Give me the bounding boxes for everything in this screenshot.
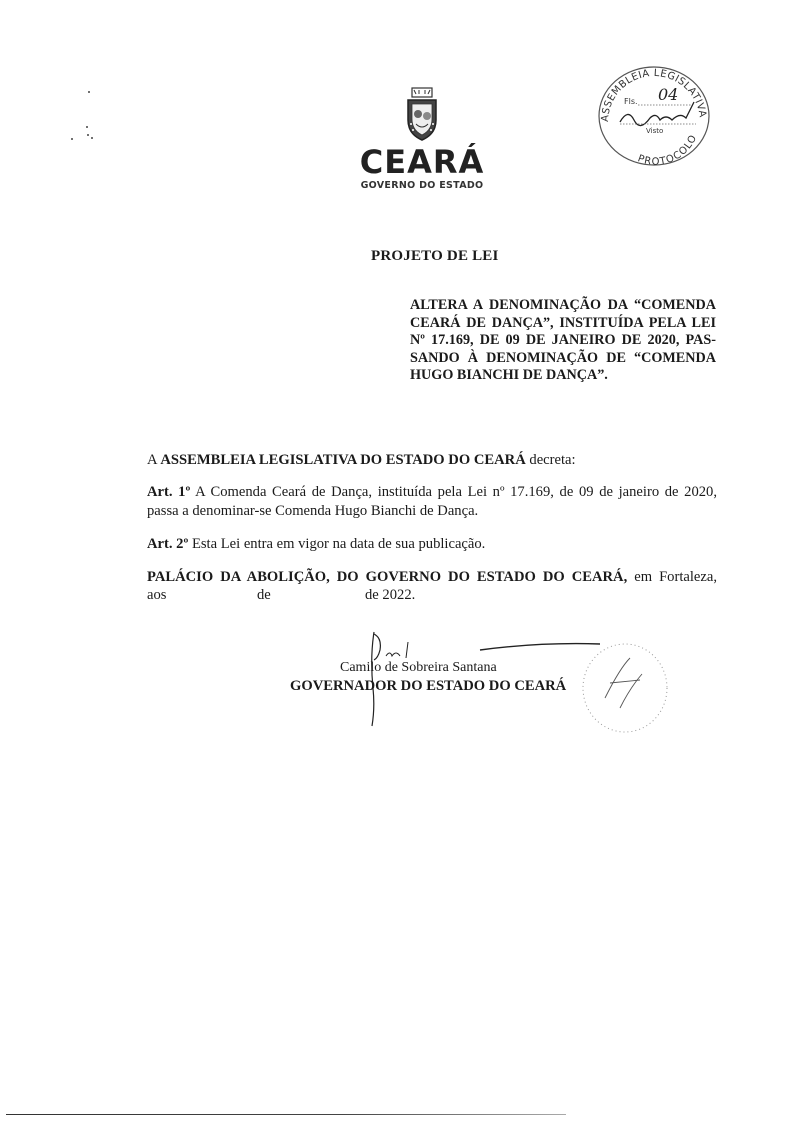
article-text: Esta Lei entra em vigor na data de sua publicação. [191, 536, 486, 552]
article-1 [147, 483, 717, 520]
stamp-top-text: ASSEMBLEIA LEGISLATIVA [599, 67, 708, 123]
scan-speck [71, 138, 73, 140]
closing-city: em Fortaleza, [634, 569, 718, 585]
scan-speck [86, 126, 88, 128]
preamble-assembly: ASSEMBLEIA LEGISLATIVA DO ESTADO DO CEARÁ [160, 452, 526, 468]
preamble-prefix: A [147, 452, 157, 468]
closing-place [147, 568, 717, 587]
ementa [410, 297, 716, 385]
signatory-name: Camilo de Sobreira Santana [340, 660, 497, 675]
document-title: PROJETO DE LEI [371, 248, 499, 264]
article-label: Art. 2º [147, 536, 189, 552]
date-de-month: de [257, 587, 271, 603]
article-label: Art. 1º [147, 484, 191, 500]
protocol-stamp [594, 62, 714, 168]
ementa-line: CEARÁ DE DANÇA”, INSTITUÍDA PELA LEI [410, 314, 716, 331]
signature-block [280, 628, 680, 738]
article-2 [147, 535, 717, 554]
government-logo [352, 86, 492, 191]
date-year: de 2022. [365, 587, 416, 603]
ementa-line: ALTERA A DENOMINAÇÃO DA “COMENDA [410, 297, 716, 313]
stamp-fls-label: Fls. [624, 97, 638, 106]
scan-speck [88, 91, 90, 93]
scan-speck [91, 137, 93, 139]
signatory-role: GOVERNADOR DO ESTADO DO CEARÁ [290, 678, 567, 694]
brand-subtitle: GOVERNO DO ESTADO [360, 180, 484, 191]
ementa-line: Nº 17.169, DE 09 DE JANEIRO DE 2020, PAS- [410, 332, 716, 349]
date-line [147, 586, 547, 605]
ementa-line: SANDO À DENOMINAÇÃO DE “COMENDA [410, 349, 716, 366]
ceara-coat-of-arms-icon [404, 86, 440, 142]
svg-text:ASSEMBLEIA LEGISLATIVA DO CEAR [594, 62, 708, 122]
stamp-seal-icon [594, 62, 714, 168]
stamp-bottom-text: PROTOCOLO [636, 132, 700, 168]
brand-name: CEARÁ [359, 143, 485, 181]
date-aos: aos [147, 587, 167, 603]
preamble [147, 451, 717, 470]
svg-text:PROTOCOLO [636, 133, 699, 168]
article-text: A Comenda Ceará de Dança, instituída pela Lei nº 17.169, de 09 de janeiro de 2020, passa a denominar-se Comenda Hugo Bianchi de Dança. [147, 484, 717, 519]
scan-speck [87, 134, 89, 136]
footer-divider [6, 1114, 566, 1115]
ementa-line: HUGO BIANCHI DE DANÇA”. [410, 367, 608, 384]
preamble-suffix: decreta: [529, 452, 576, 468]
closing-palace: PALÁCIO DA ABOLIÇÃO, DO GOVERNO DO ESTADO DO CEARÁ, [147, 569, 628, 585]
stamp-page-number: 04 [658, 85, 679, 104]
stamp-visto-label: Visto [646, 127, 664, 135]
